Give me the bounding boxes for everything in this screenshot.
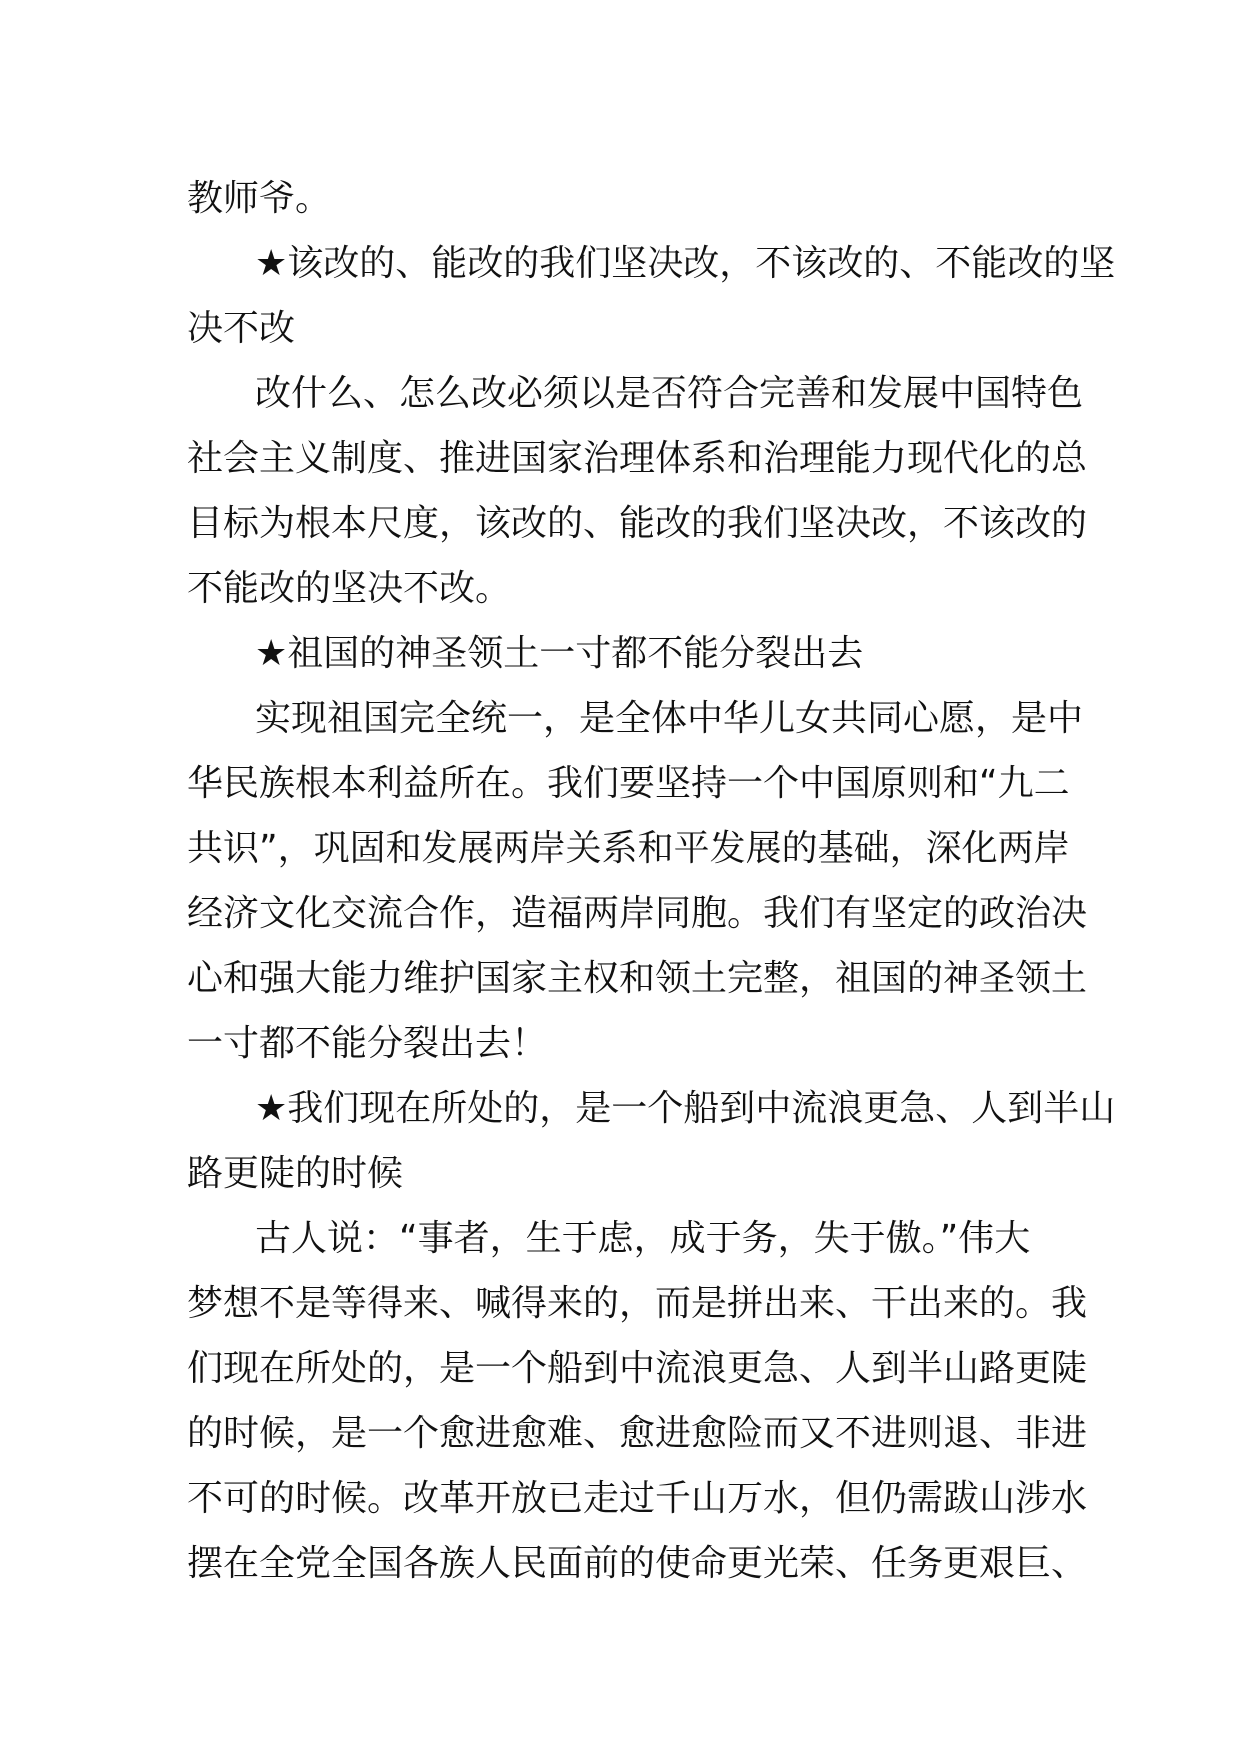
text-line: 梦想不是等得来、喊得来的，而是拼出来、干出来的。我 [187, 1283, 1088, 1324]
document-body [187, 166, 1116, 1596]
text-line: 摆在全党全国各族人民面前的使命更光荣、任务更艰巨、 [187, 1543, 1088, 1584]
section-heading-line: 决不改 [187, 308, 296, 349]
text-line: 不能改的坚决不改。 [187, 568, 512, 609]
text-line: 们现在所处的，是一个船到中流浪更急、人到半山路更陡 [187, 1348, 1088, 1389]
text-line: 心和强大能力维护国家主权和领土完整，祖国的神圣领土 [187, 958, 1088, 999]
text-line: 共识”，巩固和发展两岸关系和平发展的基础，深化两岸 [187, 828, 1070, 869]
text-line: 目标为根本尺度，该改的、能改的我们坚决改，不该改的 [187, 503, 1088, 544]
text-line: 古人说：“事者，生于虑，成于务，失于傲。”伟大 [255, 1218, 1031, 1259]
section-heading-line: ★我们现在所处的，是一个船到中流浪更急、人到半山 [255, 1088, 1116, 1129]
text-line: 的时候，是一个愈进愈难、愈进愈险而又不进则退、非进 [187, 1413, 1088, 1454]
text-line: 经济文化交流合作，造福两岸同胞。我们有坚定的政治决 [187, 893, 1088, 934]
text-line: 一寸都不能分裂出去！ [187, 1023, 548, 1064]
section-heading-line: 路更陡的时候 [187, 1153, 404, 1194]
section-heading-line: ★该改的、能改的我们坚决改，不该改的、不能改的坚 [255, 243, 1116, 284]
section-heading-line: ★祖国的神圣领土一寸都不能分裂出去 [255, 633, 864, 674]
text-line: 不可的时候。改革开放已走过千山万水，但仍需跋山涉水 [187, 1478, 1088, 1519]
text-line: 社会主义制度、推进国家治理体系和治理能力现代化的总 [187, 438, 1088, 479]
text-line: 教师爷。 [187, 178, 332, 219]
text-line: 改什么、怎么改必须以是否符合完善和发展中国特色 [255, 373, 1084, 414]
text-line: 实现祖国完全统一，是全体中华儿女共同心愿，是中 [255, 698, 1084, 739]
text-line: 华民族根本利益所在。我们要坚持一个中国原则和“九二 [187, 763, 1070, 804]
